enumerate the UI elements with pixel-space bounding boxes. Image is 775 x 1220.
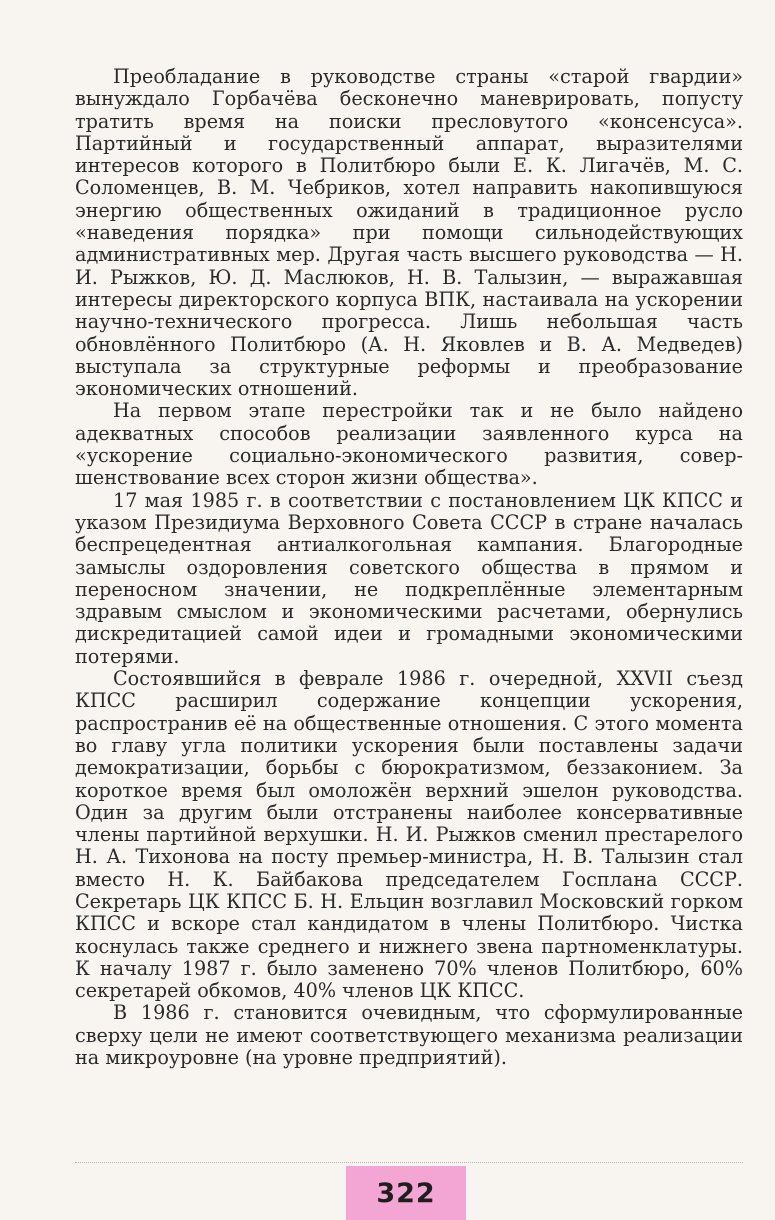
body-text bbox=[75, 66, 743, 1069]
paragraph-1986: В 1986 г. становится очевидным, что сформулированные сверху цели не имеют соответствующего механизма реализации на микроуровне (на уровне предприятий). bbox=[75, 1001, 743, 1070]
paragraph-old-guard: Преобладание в руководстве страны «старой гвардии» вынуждало Горбачёва бесконечно маневрировать, попусту тратить время на поиски пресловутого «консенсуса». Партийный и государственный аппарат, выразителями интересов которого в Политбюро были Е. К. Лигачёв, М. С. Соломенцев, В. М. Чебриков, хотел направить накопившуюся энергию общественных ожиданий в традиционное русло «наведения порядка» при помощи сильнодействующих административных мер. Другая часть высшего руководства — Н. И. Рыжков, Ю. Д. Маслюков, Н. В. Талызин, — выражавшая интересы директорского корпуса ВПК, настаивала на ускорении научно-технического прогресса. Лишь небольшая часть обновлённого Политбюро (А. Н. Яковлев и В. А. Медведев) выступала за структурные реформы и преобразование экономических отношений. bbox=[75, 65, 743, 401]
paragraph-antialcohol-campaign: 17 мая 1985 г. в соответствии с постановлением ЦК КПСС и указом Президиума Верховного Совета СССР в стране началась беспрецедентная антиалкогольная кампания. Благородные замыслы оздоровления советского общества в прямом и переносном значении, не подкреплённые элементарным здравым смыслом и экономическими расчетами, обернулись дискредитацией самой идеи и громадными экономическими потерями. bbox=[75, 488, 743, 668]
footer-divider bbox=[75, 1162, 743, 1163]
paragraph-xxvii-congress: Состоявшийся в феврале 1986 г. очередной, XXVII съезд КПСС расширил содержание концепции ускорения, распространив её на общественные отношения. С этого момента во главу угла политики ускорения были поставлены задачи демократизации, борьбы с бюрократизмом, беззаконием. За короткое время был омоложён верхний эшелон руководства. Один за другим были отстранены наиболее консервативные члены партийной верхушки. Н. И. Рыжков сменил престарелого Н. А. Тихонова на посту премьер-министра, Н. В. Талызин стал вместо Н. К. Байбакова председателем Госплана СССР. Секретарь ЦК КПСС Б. Н. Ельцин возглавил Московский горком КПСС и вскоре стал кандидатом в члены Политбюро. Чистка коснулась также среднего и нижнего звена партноменклатуры. К началу 1987 г. было заменено 70% членов Политбюро, 60% секретарей обкомов, 40% членов ЦК КПСС. bbox=[75, 667, 743, 1003]
paragraph-first-stage: На первом этапе перестройки так и не было найдено адекватных способов реализации заявленного курса на «ускорение социально-экономического развития, совершенствование всех сторон жизни общества». bbox=[75, 399, 743, 490]
page-number-badge bbox=[346, 1166, 466, 1220]
page-number: 322 bbox=[376, 1177, 436, 1209]
